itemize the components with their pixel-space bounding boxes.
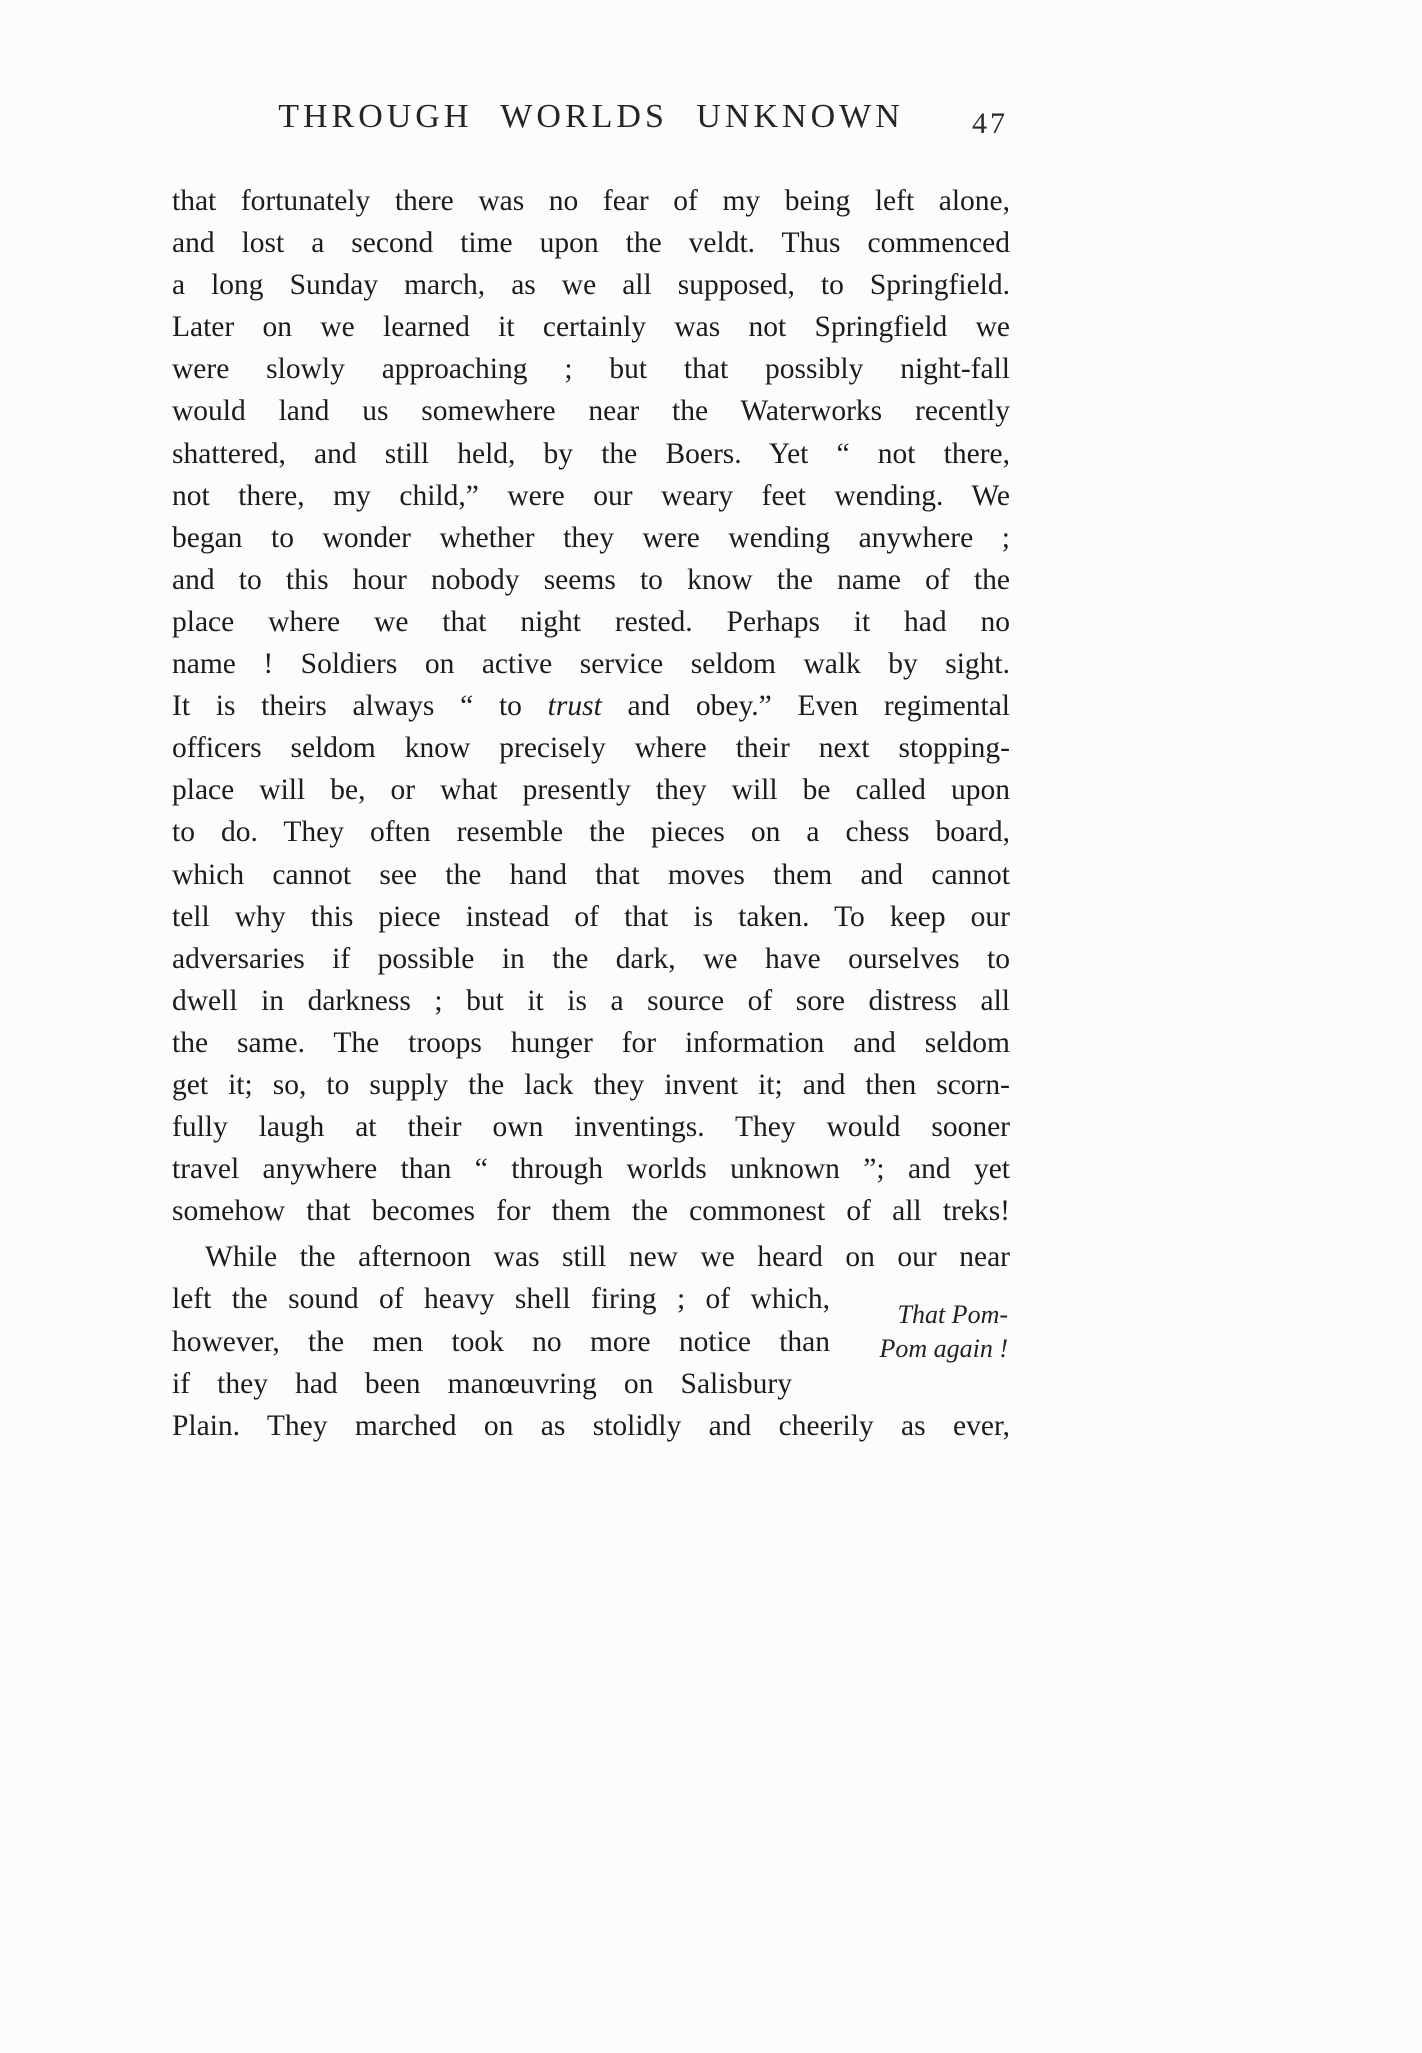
text-line: and to this hour nobody seems to know the name of the — [172, 563, 1010, 596]
page-header — [172, 98, 1010, 148]
text-line: the same. The troops hunger for information and seldom — [172, 1026, 1010, 1059]
italic-word: trust — [547, 690, 602, 723]
text-line: and lost a second time upon the veldt. Thus commenced — [172, 227, 1010, 260]
text-line: if they had been manœuvring on Salisbury — [172, 1367, 792, 1400]
text-line: tell why this piece instead of that is taken. To keep our — [172, 900, 1010, 933]
text-line: travel anywhere than “ through worlds unknown ”; and yet — [172, 1153, 1010, 1186]
page-number: 47 — [972, 107, 1008, 140]
text-line: somehow that becomes for them the commonest of all treks! — [172, 1195, 1010, 1228]
text-line: While the afternoon was still new we heard on our near — [205, 1241, 1010, 1274]
text-line: place where we that night rested. Perhaps it had no — [172, 605, 1010, 638]
text-line: officers seldom know precisely where their next stopping- — [172, 732, 1010, 765]
text-segment: and obey.” Even regimental — [601, 690, 1010, 723]
text-line: fully laugh at their own inventings. They would sooner — [172, 1111, 1010, 1144]
text-line: a long Sunday march, as we all supposed, to Springfield. — [172, 269, 1010, 302]
text-line: not there, my child,” were our weary feet wending. We — [172, 479, 1010, 512]
text-line: dwell in darkness ; but it is a source of sore distress all — [172, 984, 1010, 1017]
marginal-note-line: Pom again ! — [879, 1334, 1008, 1364]
marginal-note-line: That Pom- — [897, 1300, 1008, 1330]
text-line: left the sound of heavy shell firing ; of which, — [172, 1283, 830, 1316]
paragraph-2 — [172, 1236, 1010, 1446]
body-text — [172, 180, 1010, 1447]
text-line: to do. They often resemble the pieces on a chess board, — [172, 816, 1010, 849]
text-line: that fortunately there was no fear of my being left alone, — [172, 185, 1010, 217]
text-line: place will be, or what presently they will be called upon — [172, 774, 1010, 807]
text-line: were slowly approaching ; but that possibly night-fall — [172, 353, 1010, 386]
text-line: get it; so, to supply the lack they invent it; and then scorn- — [172, 1068, 1010, 1101]
text-line: which cannot see the hand that moves them and cannot — [172, 858, 1010, 891]
text-line: would land us somewhere near the Waterworks recently — [172, 395, 1010, 428]
text-segment: It is theirs always “ to — [172, 690, 548, 723]
text-line-with-italic — [172, 685, 1010, 727]
text-line: Later on we learned it certainly was not Springfield we — [172, 311, 1010, 344]
text-line: adversaries if possible in the dark, we have ourselves to — [172, 942, 1010, 975]
paragraph-1 — [172, 180, 1010, 1232]
text-line: Plain. They marched on as stolidly and cheerily as ever, — [172, 1409, 1010, 1442]
text-line: however, the men took no more notice than — [172, 1325, 830, 1358]
text-line: name ! Soldiers on active service seldom walk by sight. — [172, 648, 1010, 681]
text-line: shattered, and still held, by the Boers. Yet “ not there, — [172, 437, 1010, 470]
text-line: began to wonder whether they were wending anywhere ; — [172, 521, 1010, 554]
running-head-title: THROUGH WORLDS UNKNOWN — [278, 98, 904, 135]
marginal-note — [833, 1298, 1008, 1366]
